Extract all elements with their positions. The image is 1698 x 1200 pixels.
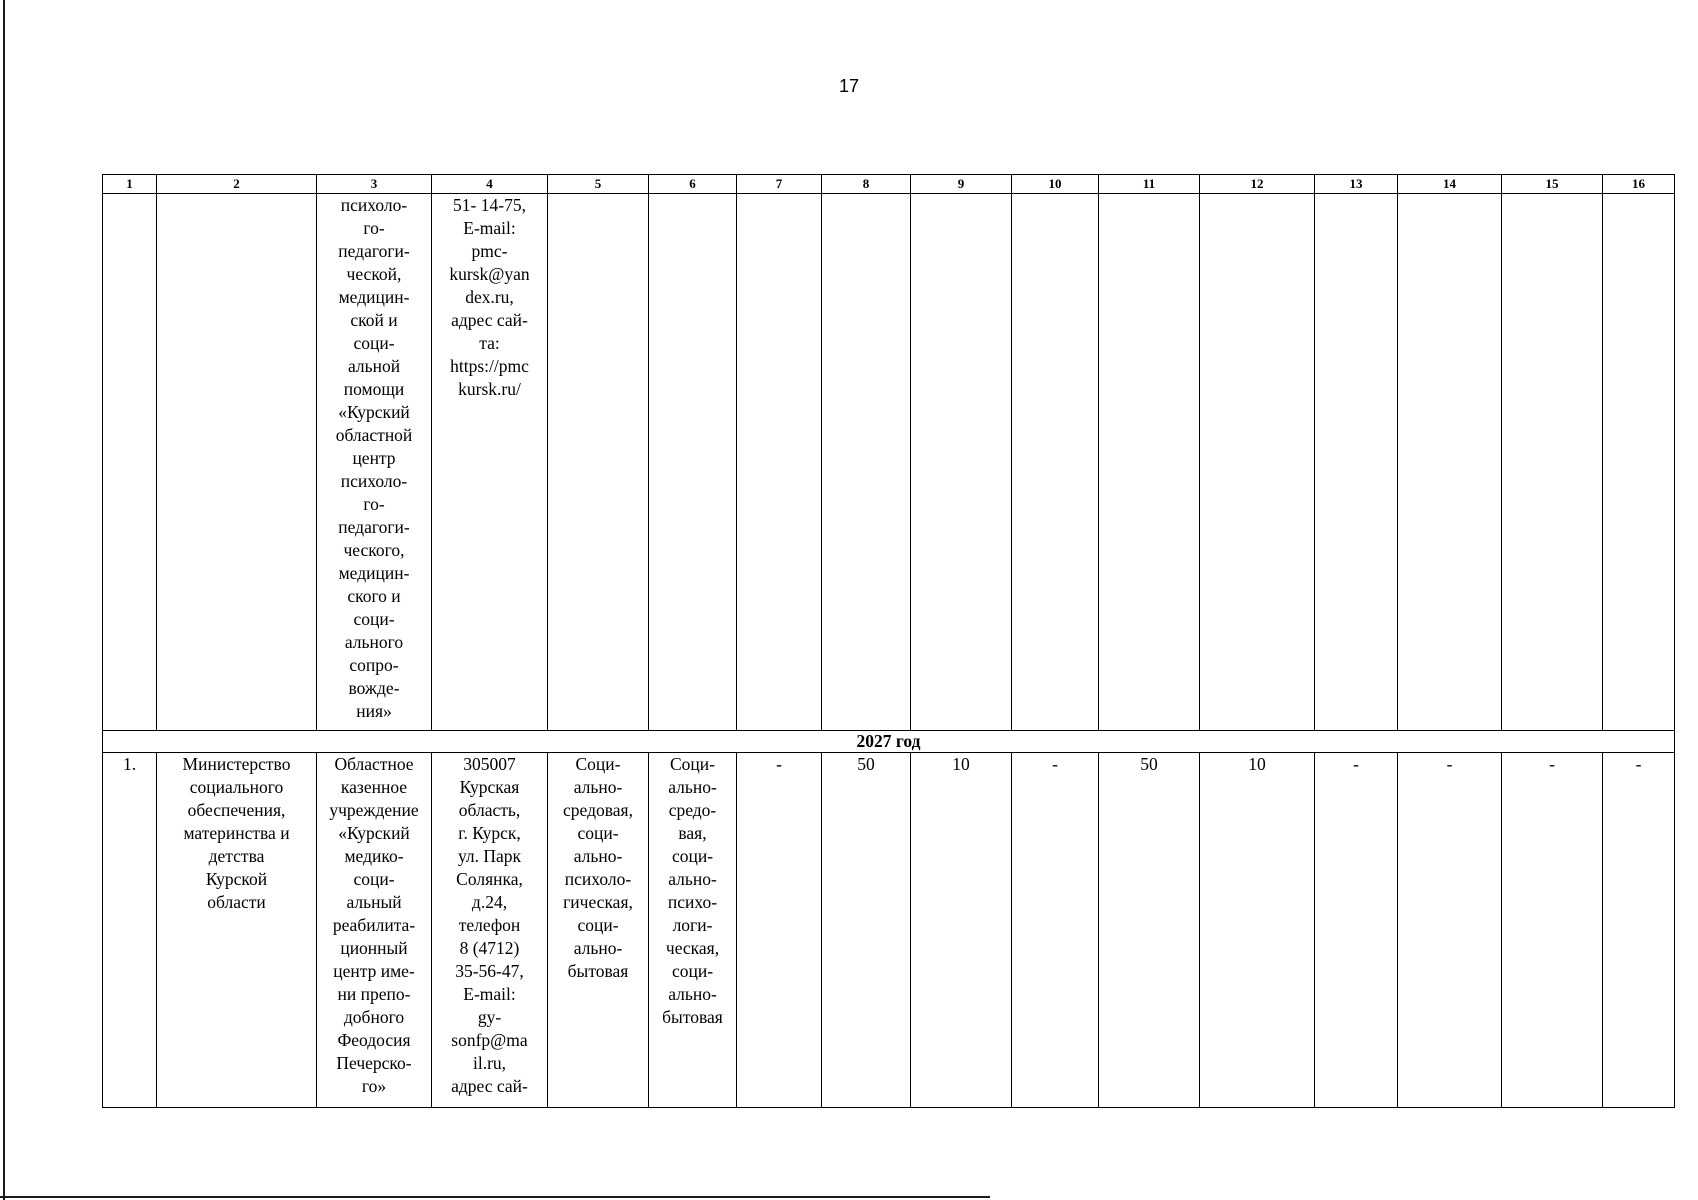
- ministry-cell: Министерство социального обеспечения, материнства и детства Курской области: [157, 753, 317, 1108]
- column-number: 11: [1099, 175, 1200, 194]
- value-cell: -: [1012, 753, 1099, 1108]
- value-cell: -: [737, 753, 822, 1108]
- column-number: 2: [157, 175, 317, 194]
- column-number: 16: [1603, 175, 1675, 194]
- address-contacts-cell: 305007 Курская область, г. Курск, ул. Парк Солянка, д.24, телефон 8 (4712) 35-56-47, E-mail: gy- sonfp@ma il.ru, адрес сай-: [432, 753, 548, 1108]
- page-number: 17: [838, 76, 860, 96]
- table-row: [103, 753, 1675, 1108]
- value-cell: 10: [1200, 753, 1315, 1108]
- year-heading: 2027 год: [103, 731, 1675, 753]
- rehabilitation-types-cell: Соци- ально- средовая, соци- ально- психоло- гическая, соци- ально- бытовая: [548, 753, 649, 1108]
- value-cell: 10: [911, 753, 1012, 1108]
- value-cell: -: [1315, 753, 1398, 1108]
- cell: [157, 194, 317, 731]
- cell: [1012, 194, 1099, 731]
- column-number: 12: [1200, 175, 1315, 194]
- continuation-row: [103, 194, 1675, 731]
- column-number: 15: [1502, 175, 1603, 194]
- address-contacts-cell: 51- 14-75, E-mail: pmc- kursk@yan dex.ru, адрес сай- та: https://pmc kursk.ru/: [432, 194, 548, 731]
- row-number-cell: 1.: [103, 753, 157, 1108]
- value-cell: 50: [822, 753, 911, 1108]
- column-number: 13: [1315, 175, 1398, 194]
- value-cell: -: [1502, 753, 1603, 1108]
- cell: [548, 194, 649, 731]
- cell: [103, 194, 157, 731]
- page-bottom-rule: [0, 1196, 990, 1198]
- facilities-table: [102, 174, 1675, 1108]
- value-cell: -: [1398, 753, 1502, 1108]
- cell: [1398, 194, 1502, 731]
- column-number: 14: [1398, 175, 1502, 194]
- column-number: 5: [548, 175, 649, 194]
- column-number: 7: [737, 175, 822, 194]
- column-number: 3: [317, 175, 432, 194]
- cell: [1315, 194, 1398, 731]
- cell: [1200, 194, 1315, 731]
- cell: [1603, 194, 1675, 731]
- column-number: 6: [649, 175, 737, 194]
- organization-name-cell: психоло- го- педагоги- ческой, медицин- ской и соци- альной помощи «Курский областной центр психоло- го- педагоги- ческого, медицин- ского и соци- ального сопро- вожде- ния»: [317, 194, 432, 731]
- page-left-border: [3, 0, 5, 1200]
- column-number: 10: [1012, 175, 1099, 194]
- value-cell: 50: [1099, 753, 1200, 1108]
- year-section-row: [103, 731, 1675, 753]
- cell: [649, 194, 737, 731]
- column-number: 8: [822, 175, 911, 194]
- organization-name-cell: Областное казенное учреждение «Курский медико- соци- альный реабилита- ционный центр име- ни препо- добного Феодосия Печерско- го»: [317, 753, 432, 1108]
- column-number: 1: [103, 175, 157, 194]
- cell: [737, 194, 822, 731]
- column-number-row: [103, 175, 1675, 194]
- cell: [911, 194, 1012, 731]
- value-cell: -: [1603, 753, 1675, 1108]
- rehabilitation-types-cell: Соци- ально- средо- вая, соци- ально- психо- логи- ческая, соци- ально- бытовая: [649, 753, 737, 1108]
- column-number: 9: [911, 175, 1012, 194]
- cell: [1099, 194, 1200, 731]
- column-number: 4: [432, 175, 548, 194]
- cell: [1502, 194, 1603, 731]
- cell: [822, 194, 911, 731]
